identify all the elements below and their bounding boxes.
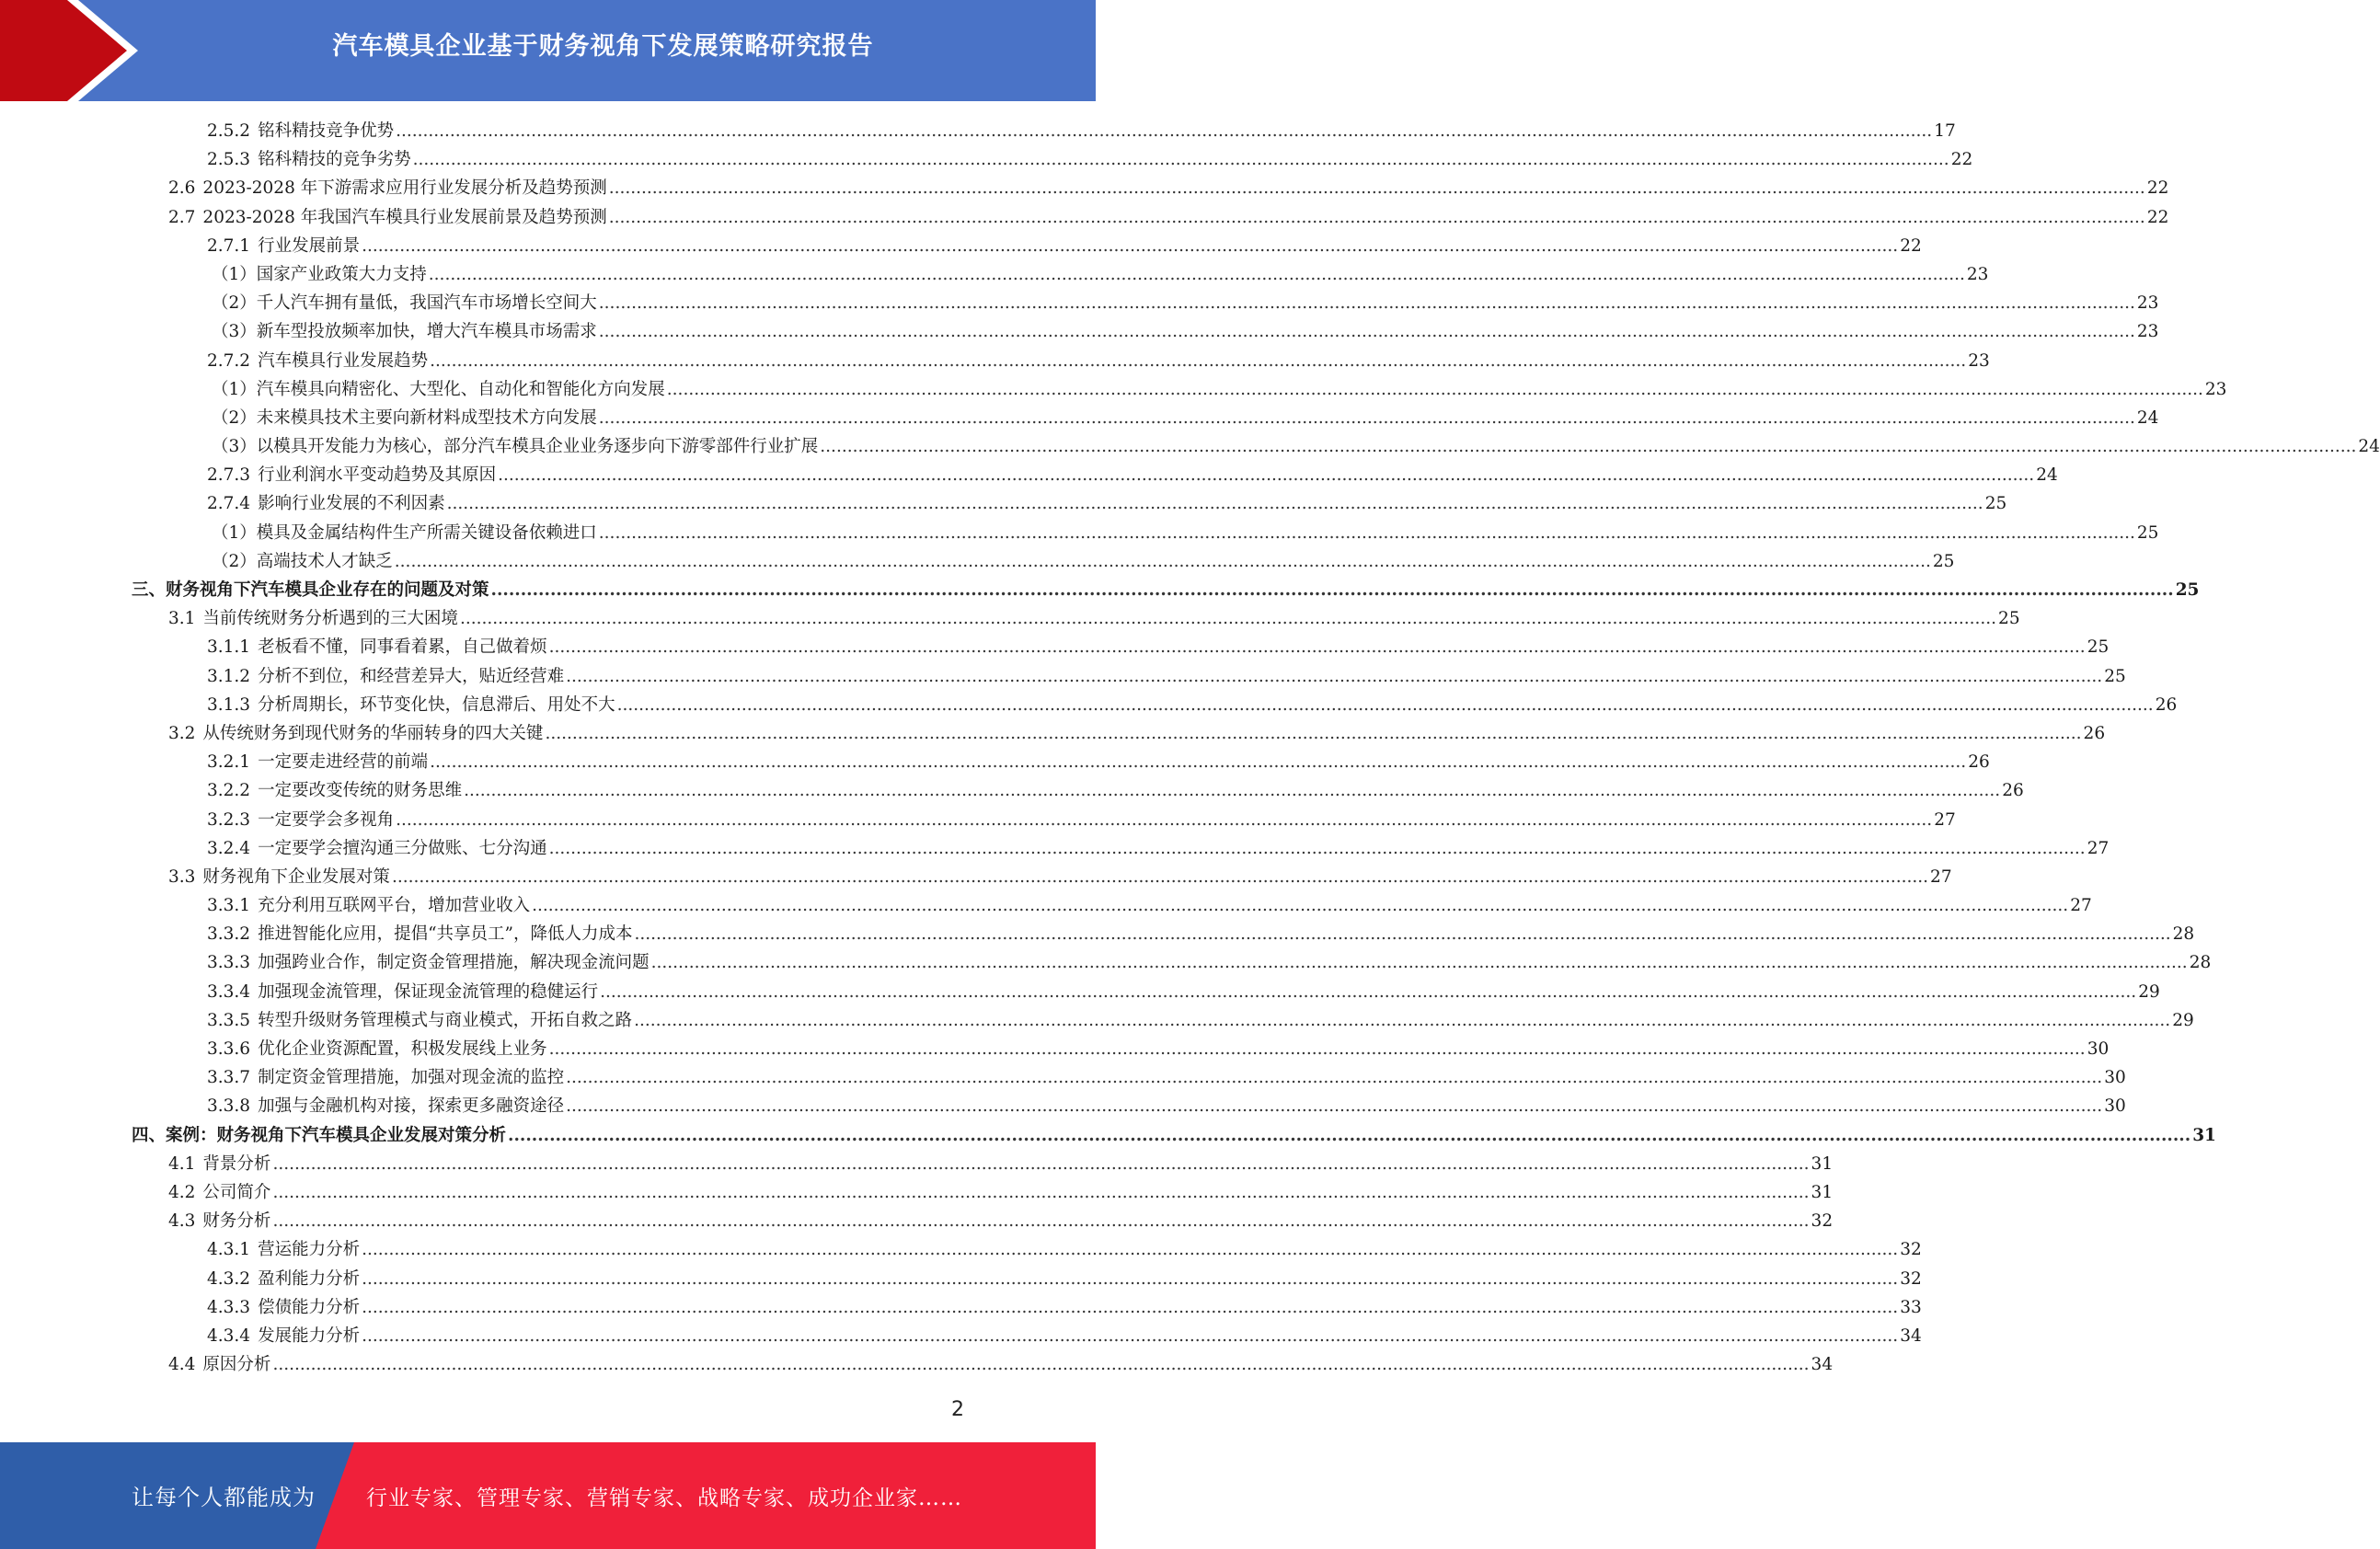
toc-entry-title xyxy=(207,948,650,977)
toc-entry-number: 3.2.2 xyxy=(207,781,251,801)
toc-entry-number: 2.6 xyxy=(168,178,196,199)
toc-entry-text: 千人汽车拥有量低，我国汽车市场增长空间大 xyxy=(256,293,597,314)
toc-entry-number: 4.3.3 xyxy=(207,1297,251,1317)
toc-dot-leader xyxy=(667,375,2203,404)
toc-entry-title xyxy=(207,1063,564,1092)
toc-entry[interactable] xyxy=(0,375,2227,404)
table-of-contents xyxy=(0,117,2380,1379)
toc-entry-text: 2023-2028 年我国汽车模具行业发展前景及趋势预测 xyxy=(202,207,607,227)
toc-entry-page: 23 xyxy=(2204,379,2227,399)
toc-entry-page: 27 xyxy=(2087,838,2110,858)
toc-entry-page: 31 xyxy=(1811,1182,1834,1202)
toc-entry-title xyxy=(207,347,428,375)
toc-entry-text: 公司简介 xyxy=(202,1182,271,1202)
toc-entry[interactable] xyxy=(0,978,2160,1006)
toc-dot-leader xyxy=(413,145,1949,174)
toc-entry-text: 当前传统财务分析遇到的三大困境 xyxy=(202,609,458,629)
toc-entry[interactable] xyxy=(0,891,2092,920)
toc-entry-text: 2023-2028 年下游需求应用行业发展分析及趋势预测 xyxy=(202,178,607,199)
toc-entry-text: 充分利用互联网平台，增加营业收入 xyxy=(258,896,531,916)
toc-entry[interactable] xyxy=(0,347,1990,375)
toc-entry-page: 27 xyxy=(2070,896,2092,916)
report-title: 汽车模具企业基于财务视角下发展策略研究报告 xyxy=(332,32,874,61)
toc-entry-text: 国家产业政策大力支持 xyxy=(256,264,427,284)
toc-entry-page: 29 xyxy=(2172,1010,2194,1030)
toc-entry-text: 铭科精技竞争优势 xyxy=(258,121,395,141)
toc-dot-leader xyxy=(362,232,1898,260)
toc-entry[interactable] xyxy=(0,1293,1922,1322)
toc-entry-page: 17 xyxy=(1934,121,1956,141)
toc-entry-title xyxy=(212,547,393,576)
toc-entry-number: 3.3.6 xyxy=(207,1039,251,1059)
toc-entry-title xyxy=(212,260,427,289)
toc-entry-number: 2.7.2 xyxy=(207,350,251,371)
toc-entry-number: 3.1 xyxy=(168,609,196,629)
toc-entry-text: 从传统财务到现代财务的华丽转身的四大关键 xyxy=(202,723,544,743)
toc-entry-title xyxy=(168,174,607,202)
toc-entry-text: 加强与金融机构对接，探索更多融资途径 xyxy=(258,1096,565,1117)
toc-dot-leader xyxy=(609,203,2145,232)
toc-dot-leader xyxy=(566,662,2102,691)
toc-entry-title xyxy=(168,1150,270,1178)
toc-dot-leader xyxy=(272,1178,1809,1207)
toc-entry[interactable] xyxy=(0,633,2110,661)
toc-entry-text: 案例：财务视角下汽车模具企业发展对策分析 xyxy=(166,1125,507,1145)
header-arrow-icon xyxy=(0,0,127,101)
toc-entry[interactable] xyxy=(0,145,1973,174)
toc-entry-title xyxy=(207,748,428,776)
toc-dot-leader xyxy=(362,1235,1898,1264)
toc-dot-leader xyxy=(566,1063,2102,1092)
toc-entry-text: 影响行业发展的不利因素 xyxy=(258,494,445,514)
toc-entry[interactable] xyxy=(0,776,2024,805)
toc-dot-leader xyxy=(395,547,1931,576)
toc-entry-number: 3.3.5 xyxy=(207,1010,251,1030)
toc-entry[interactable] xyxy=(0,1350,1834,1379)
toc-entry-title xyxy=(207,145,411,174)
toc-dot-leader xyxy=(820,432,2356,461)
toc-entry-page: 22 xyxy=(1950,150,1973,170)
toc-entry-number: 2.5.3 xyxy=(207,150,251,170)
toc-entry-title xyxy=(168,604,458,633)
toc-entry-title xyxy=(207,1265,360,1293)
toc-entry-number: 4.4 xyxy=(168,1355,196,1375)
toc-entry-page: 23 xyxy=(1968,350,1990,371)
toc-entry-title xyxy=(207,633,547,661)
toc-entry[interactable] xyxy=(0,203,2169,232)
toc-entry[interactable] xyxy=(0,863,1952,891)
toc-entry-page: 26 xyxy=(2155,694,2178,715)
toc-entry-page: 22 xyxy=(1900,235,1922,256)
toc-entry[interactable] xyxy=(0,317,2159,346)
toc-entry-title xyxy=(132,1121,506,1150)
toc-entry-number: （1） xyxy=(212,379,257,399)
toc-entry-page: 27 xyxy=(1930,866,1952,887)
toc-entry[interactable] xyxy=(0,432,2380,461)
toc-entry[interactable] xyxy=(0,1235,1922,1264)
toc-entry-page: 26 xyxy=(1968,752,1990,773)
toc-entry-number: 3.2.4 xyxy=(207,838,251,858)
toc-entry-title xyxy=(207,1006,632,1035)
toc-entry-page: 26 xyxy=(2083,723,2106,743)
toc-entry-page: 34 xyxy=(1900,1325,1922,1346)
toc-entry-text: 转型升级财务管理模式与商业模式，开拓自救之路 xyxy=(258,1010,633,1030)
toc-entry-title xyxy=(207,1293,360,1322)
toc-dot-leader xyxy=(508,1121,2190,1150)
toc-entry-page: 25 xyxy=(2175,580,2200,600)
toc-entry-title xyxy=(207,1092,564,1120)
toc-entry-number: （2） xyxy=(212,293,257,314)
toc-entry-text: 财务视角下企业发展对策 xyxy=(202,866,390,887)
toc-entry[interactable] xyxy=(0,834,2110,863)
toc-entry[interactable] xyxy=(0,461,2058,489)
toc-dot-leader xyxy=(549,1035,2086,1063)
toc-entry[interactable] xyxy=(0,1178,1834,1207)
toc-entry[interactable] xyxy=(0,1092,2126,1120)
toc-entry-text: 行业利润水平变动趋势及其原因 xyxy=(258,465,497,486)
toc-entry-text: 盈利能力分析 xyxy=(258,1268,361,1289)
toc-entry-number: 2.7.3 xyxy=(207,465,251,486)
toc-entry-page: 28 xyxy=(2189,953,2212,973)
page-number: 2 xyxy=(951,1398,964,1421)
toc-entry[interactable] xyxy=(0,1207,1834,1235)
toc-entry[interactable] xyxy=(0,1150,1834,1178)
toc-entry-title xyxy=(207,1322,360,1350)
toc-entry-number: （3） xyxy=(212,322,257,342)
toc-dot-leader xyxy=(392,863,1928,891)
toc-entry-text: 加强跨业合作，制定资金管理措施，解决现金流问题 xyxy=(258,953,650,973)
toc-entry-text: 优化企业资源配置，积极发展线上业务 xyxy=(258,1039,547,1059)
toc-entry[interactable] xyxy=(0,719,2106,748)
toc-dot-leader xyxy=(396,806,1932,834)
toc-dot-leader xyxy=(362,1322,1898,1350)
toc-entry-number: 3.3.3 xyxy=(207,953,251,973)
toc-entry-number: 4.3 xyxy=(168,1211,196,1232)
toc-entry-title xyxy=(168,1207,270,1235)
toc-entry-text: 一定要学会多视角 xyxy=(258,809,395,830)
toc-entry-title xyxy=(168,1350,270,1379)
toc-entry-number: 3.2.3 xyxy=(207,809,251,830)
toc-entry-page: 25 xyxy=(1984,494,2007,514)
toc-dot-leader xyxy=(599,404,2135,432)
toc-entry-text: 加强现金流管理，保证现金流管理的稳健运行 xyxy=(258,981,599,1002)
toc-entry-text: 发展能力分析 xyxy=(258,1325,361,1346)
toc-entry[interactable] xyxy=(0,1265,1922,1293)
toc-entry-text: 财务视角下汽车模具企业存在的问题及对策 xyxy=(166,580,489,600)
toc-entry[interactable] xyxy=(0,920,2195,948)
toc-entry-text: 背景分析 xyxy=(202,1153,271,1174)
toc-entry-page: 22 xyxy=(2146,207,2169,227)
toc-entry-text: 偿债能力分析 xyxy=(258,1297,361,1317)
toc-entry-title xyxy=(212,432,818,461)
toc-dot-leader xyxy=(545,719,2081,748)
toc-dot-leader xyxy=(609,174,2145,202)
toc-entry-text: 一定要学会擅沟通三分做账、七分沟通 xyxy=(258,838,547,858)
toc-entry[interactable] xyxy=(0,662,2126,691)
toc-entry-page: 25 xyxy=(1932,551,1955,571)
toc-entry-number: （2） xyxy=(212,407,257,428)
toc-entry-number: 3.1.1 xyxy=(207,637,251,658)
toc-entry-title xyxy=(207,117,394,145)
toc-entry-text: 铭科精技的竞争劣势 xyxy=(258,150,411,170)
toc-entry-text: 汽车模具行业发展趋势 xyxy=(258,350,429,371)
toc-entry-title xyxy=(212,289,597,317)
toc-entry-number: 3.2 xyxy=(168,723,196,743)
footer-slogan-left: 让每个人都能成为 xyxy=(132,1485,316,1510)
toc-entry[interactable] xyxy=(0,547,1955,576)
toc-dot-leader xyxy=(498,461,2034,489)
toc-entry-title xyxy=(168,1178,270,1207)
toc-dot-leader xyxy=(599,289,2135,317)
toc-entry-page: 23 xyxy=(1966,264,1989,284)
toc-entry-text: 推进智能化应用，提倡“共享员工”，降低人力成本 xyxy=(258,924,633,945)
toc-entry[interactable] xyxy=(0,519,2159,547)
toc-entry-page: 24 xyxy=(2358,437,2380,457)
toc-entry[interactable] xyxy=(0,232,1922,260)
page-header xyxy=(0,0,1096,101)
toc-entry-text: 营运能力分析 xyxy=(258,1240,361,1260)
toc-dot-leader xyxy=(549,834,2086,863)
toc-entry-text: 未来模具技术主要向新材料成型技术方向发展 xyxy=(256,407,597,428)
toc-entry-number: 4.2 xyxy=(168,1182,196,1202)
toc-entry-text: 分析周期长，环节变化快，信息滞后、用处不大 xyxy=(258,694,615,715)
toc-entry-page: 28 xyxy=(2172,924,2195,945)
toc-entry-title xyxy=(207,920,633,948)
toc-dot-leader xyxy=(362,1293,1898,1322)
toc-dot-leader xyxy=(491,576,2174,604)
toc-entry[interactable] xyxy=(0,1121,2216,1150)
toc-entry-number: （1） xyxy=(212,264,257,284)
toc-entry-number: 3.3.7 xyxy=(207,1068,251,1088)
toc-dot-leader xyxy=(599,317,2135,346)
toc-entry-text: 分析不到位，和经营差异大，贴近经营难 xyxy=(258,666,565,686)
toc-entry-number: 3.2.1 xyxy=(207,752,251,773)
toc-entry[interactable] xyxy=(0,1063,2126,1092)
toc-entry-title xyxy=(212,375,665,404)
toc-entry-page: 25 xyxy=(2136,522,2159,543)
toc-entry-number: 2.5.2 xyxy=(207,121,251,141)
toc-dot-leader xyxy=(430,347,1966,375)
toc-entry-number: 3.1.3 xyxy=(207,694,251,715)
toc-entry[interactable] xyxy=(0,117,1956,145)
toc-entry-page: 26 xyxy=(2002,781,2024,801)
toc-entry-title xyxy=(212,519,597,547)
toc-entry[interactable] xyxy=(0,1322,1922,1350)
toc-entry-page: 30 xyxy=(2104,1068,2126,1088)
toc-dot-leader xyxy=(464,776,2000,805)
toc-entry-title xyxy=(207,891,530,920)
toc-entry[interactable] xyxy=(0,691,2178,719)
toc-entry[interactable] xyxy=(0,1035,2110,1063)
toc-entry-text: 一定要改变传统的财务思维 xyxy=(258,781,463,801)
toc-entry-number: 2.7 xyxy=(168,207,196,227)
toc-entry-title xyxy=(168,863,390,891)
toc-entry[interactable] xyxy=(0,806,1956,834)
toc-entry-page: 25 xyxy=(2087,637,2110,658)
toc-dot-leader xyxy=(532,891,2068,920)
toc-entry-text: 制定资金管理措施，加强对现金流的监控 xyxy=(258,1068,565,1088)
toc-entry-page: 31 xyxy=(2192,1125,2216,1145)
toc-entry-number: 2.7.4 xyxy=(207,494,251,514)
toc-entry-number: 4.3.4 xyxy=(207,1325,251,1346)
toc-entry-page: 32 xyxy=(1900,1268,1922,1289)
toc-entry-title xyxy=(207,489,445,518)
toc-entry-title xyxy=(207,978,598,1006)
toc-entry[interactable] xyxy=(0,489,2007,518)
toc-entry-number: 3.3.2 xyxy=(207,924,251,945)
toc-entry-page: 24 xyxy=(2136,407,2159,428)
toc-entry[interactable] xyxy=(0,404,2159,432)
toc-entry-title xyxy=(212,317,597,346)
toc-entry-page: 23 xyxy=(2136,322,2159,342)
toc-entry-page: 29 xyxy=(2138,981,2160,1002)
toc-dot-leader xyxy=(599,519,2135,547)
toc-dot-leader xyxy=(566,1092,2102,1120)
toc-dot-leader xyxy=(617,691,2154,719)
toc-entry[interactable] xyxy=(0,604,2020,633)
toc-entry-text: 老板看不懂，同事看着累，自己做着烦 xyxy=(258,637,547,658)
toc-entry-title xyxy=(207,776,462,805)
toc-entry-text: 高端技术人才缺乏 xyxy=(256,551,393,571)
toc-dot-leader xyxy=(272,1350,1809,1379)
toc-dot-leader xyxy=(600,978,2136,1006)
toc-entry-text: 模具及金属结构件生产所需关键设备依赖进口 xyxy=(256,522,597,543)
toc-entry-number: 3.3 xyxy=(168,866,196,887)
toc-entry-number: 3.3.1 xyxy=(207,896,251,916)
toc-entry-page: 22 xyxy=(2146,178,2169,199)
toc-entry-title xyxy=(168,719,543,748)
toc-entry-number: 四、 xyxy=(132,1125,167,1145)
toc-entry-page: 25 xyxy=(1998,609,2020,629)
toc-entry-title xyxy=(207,1235,360,1264)
toc-entry-number: 3.1.2 xyxy=(207,666,251,686)
toc-entry-number: （1） xyxy=(212,522,257,543)
toc-entry-text: 原因分析 xyxy=(202,1355,271,1375)
toc-entry-title xyxy=(207,806,394,834)
toc-entry-page: 30 xyxy=(2104,1096,2126,1117)
toc-entry-number: （3） xyxy=(212,437,257,457)
toc-entry[interactable] xyxy=(0,1006,2194,1035)
toc-entry-number: （2） xyxy=(212,551,257,571)
toc-entry-page: 32 xyxy=(1811,1211,1834,1232)
toc-entry-text: 以模具开发能力为核心，部分汽车模具企业业务逐步向下游零部件行业扩展 xyxy=(256,437,819,457)
toc-dot-leader xyxy=(430,748,1966,776)
toc-entry-title xyxy=(207,691,615,719)
toc-entry-number: 4.3.1 xyxy=(207,1240,251,1260)
toc-dot-leader xyxy=(272,1207,1809,1235)
toc-entry-number: 三、 xyxy=(132,580,167,600)
toc-entry-title xyxy=(207,1035,547,1063)
page-footer xyxy=(0,1442,1096,1549)
toc-entry-title xyxy=(207,662,564,691)
toc-entry[interactable] xyxy=(0,948,2212,977)
toc-entry-page: 27 xyxy=(1934,809,1956,830)
toc-entry[interactable] xyxy=(0,289,2159,317)
toc-dot-leader xyxy=(651,948,2188,977)
toc-entry-title xyxy=(207,232,360,260)
toc-dot-leader xyxy=(362,1265,1898,1293)
toc-entry-page: 23 xyxy=(2136,293,2159,314)
toc-entry-page: 33 xyxy=(1900,1297,1922,1317)
toc-dot-leader xyxy=(447,489,1983,518)
toc-dot-leader xyxy=(396,117,1932,145)
toc-entry-title xyxy=(207,461,496,489)
toc-entry-page: 30 xyxy=(2087,1039,2110,1059)
toc-entry-page: 25 xyxy=(2104,666,2126,686)
toc-entry-page: 34 xyxy=(1811,1355,1834,1375)
toc-entry-title xyxy=(132,576,489,604)
toc-entry-number: 3.3.8 xyxy=(207,1096,251,1117)
toc-entry-text: 行业发展前景 xyxy=(258,235,361,256)
toc-dot-leader xyxy=(634,1006,2170,1035)
toc-entry[interactable] xyxy=(0,748,1990,776)
toc-entry[interactable] xyxy=(0,260,1989,289)
toc-dot-leader xyxy=(460,604,1996,633)
toc-entry-number: 3.3.4 xyxy=(207,981,251,1002)
toc-dot-leader xyxy=(429,260,1965,289)
footer-slogan-right: 行业专家、管理专家、营销专家、战略专家、成功企业家…… xyxy=(366,1486,962,1510)
toc-entry-text: 财务分析 xyxy=(202,1211,271,1232)
toc-entry-page: 32 xyxy=(1900,1240,1922,1260)
toc-entry-number: 4.3.2 xyxy=(207,1268,251,1289)
toc-entry-title xyxy=(212,404,597,432)
toc-entry[interactable] xyxy=(0,174,2169,202)
toc-entry-number: 4.1 xyxy=(168,1153,196,1174)
toc-dot-leader xyxy=(549,633,2086,661)
toc-entry-page: 31 xyxy=(1811,1153,1834,1174)
toc-dot-leader xyxy=(272,1150,1809,1178)
toc-dot-leader xyxy=(635,920,2171,948)
toc-entry[interactable] xyxy=(0,576,2200,604)
toc-entry-text: 新车型投放频率加快，增大汽车模具市场需求 xyxy=(256,322,597,342)
toc-entry-text: 一定要走进经营的前端 xyxy=(258,752,429,773)
toc-entry-text: 汽车模具向精密化、大型化、自动化和智能化方向发展 xyxy=(256,379,665,399)
toc-entry-page: 24 xyxy=(2036,465,2058,486)
toc-entry-title xyxy=(168,203,607,232)
toc-entry-title xyxy=(207,834,547,863)
toc-entry-number: 2.7.1 xyxy=(207,235,251,256)
